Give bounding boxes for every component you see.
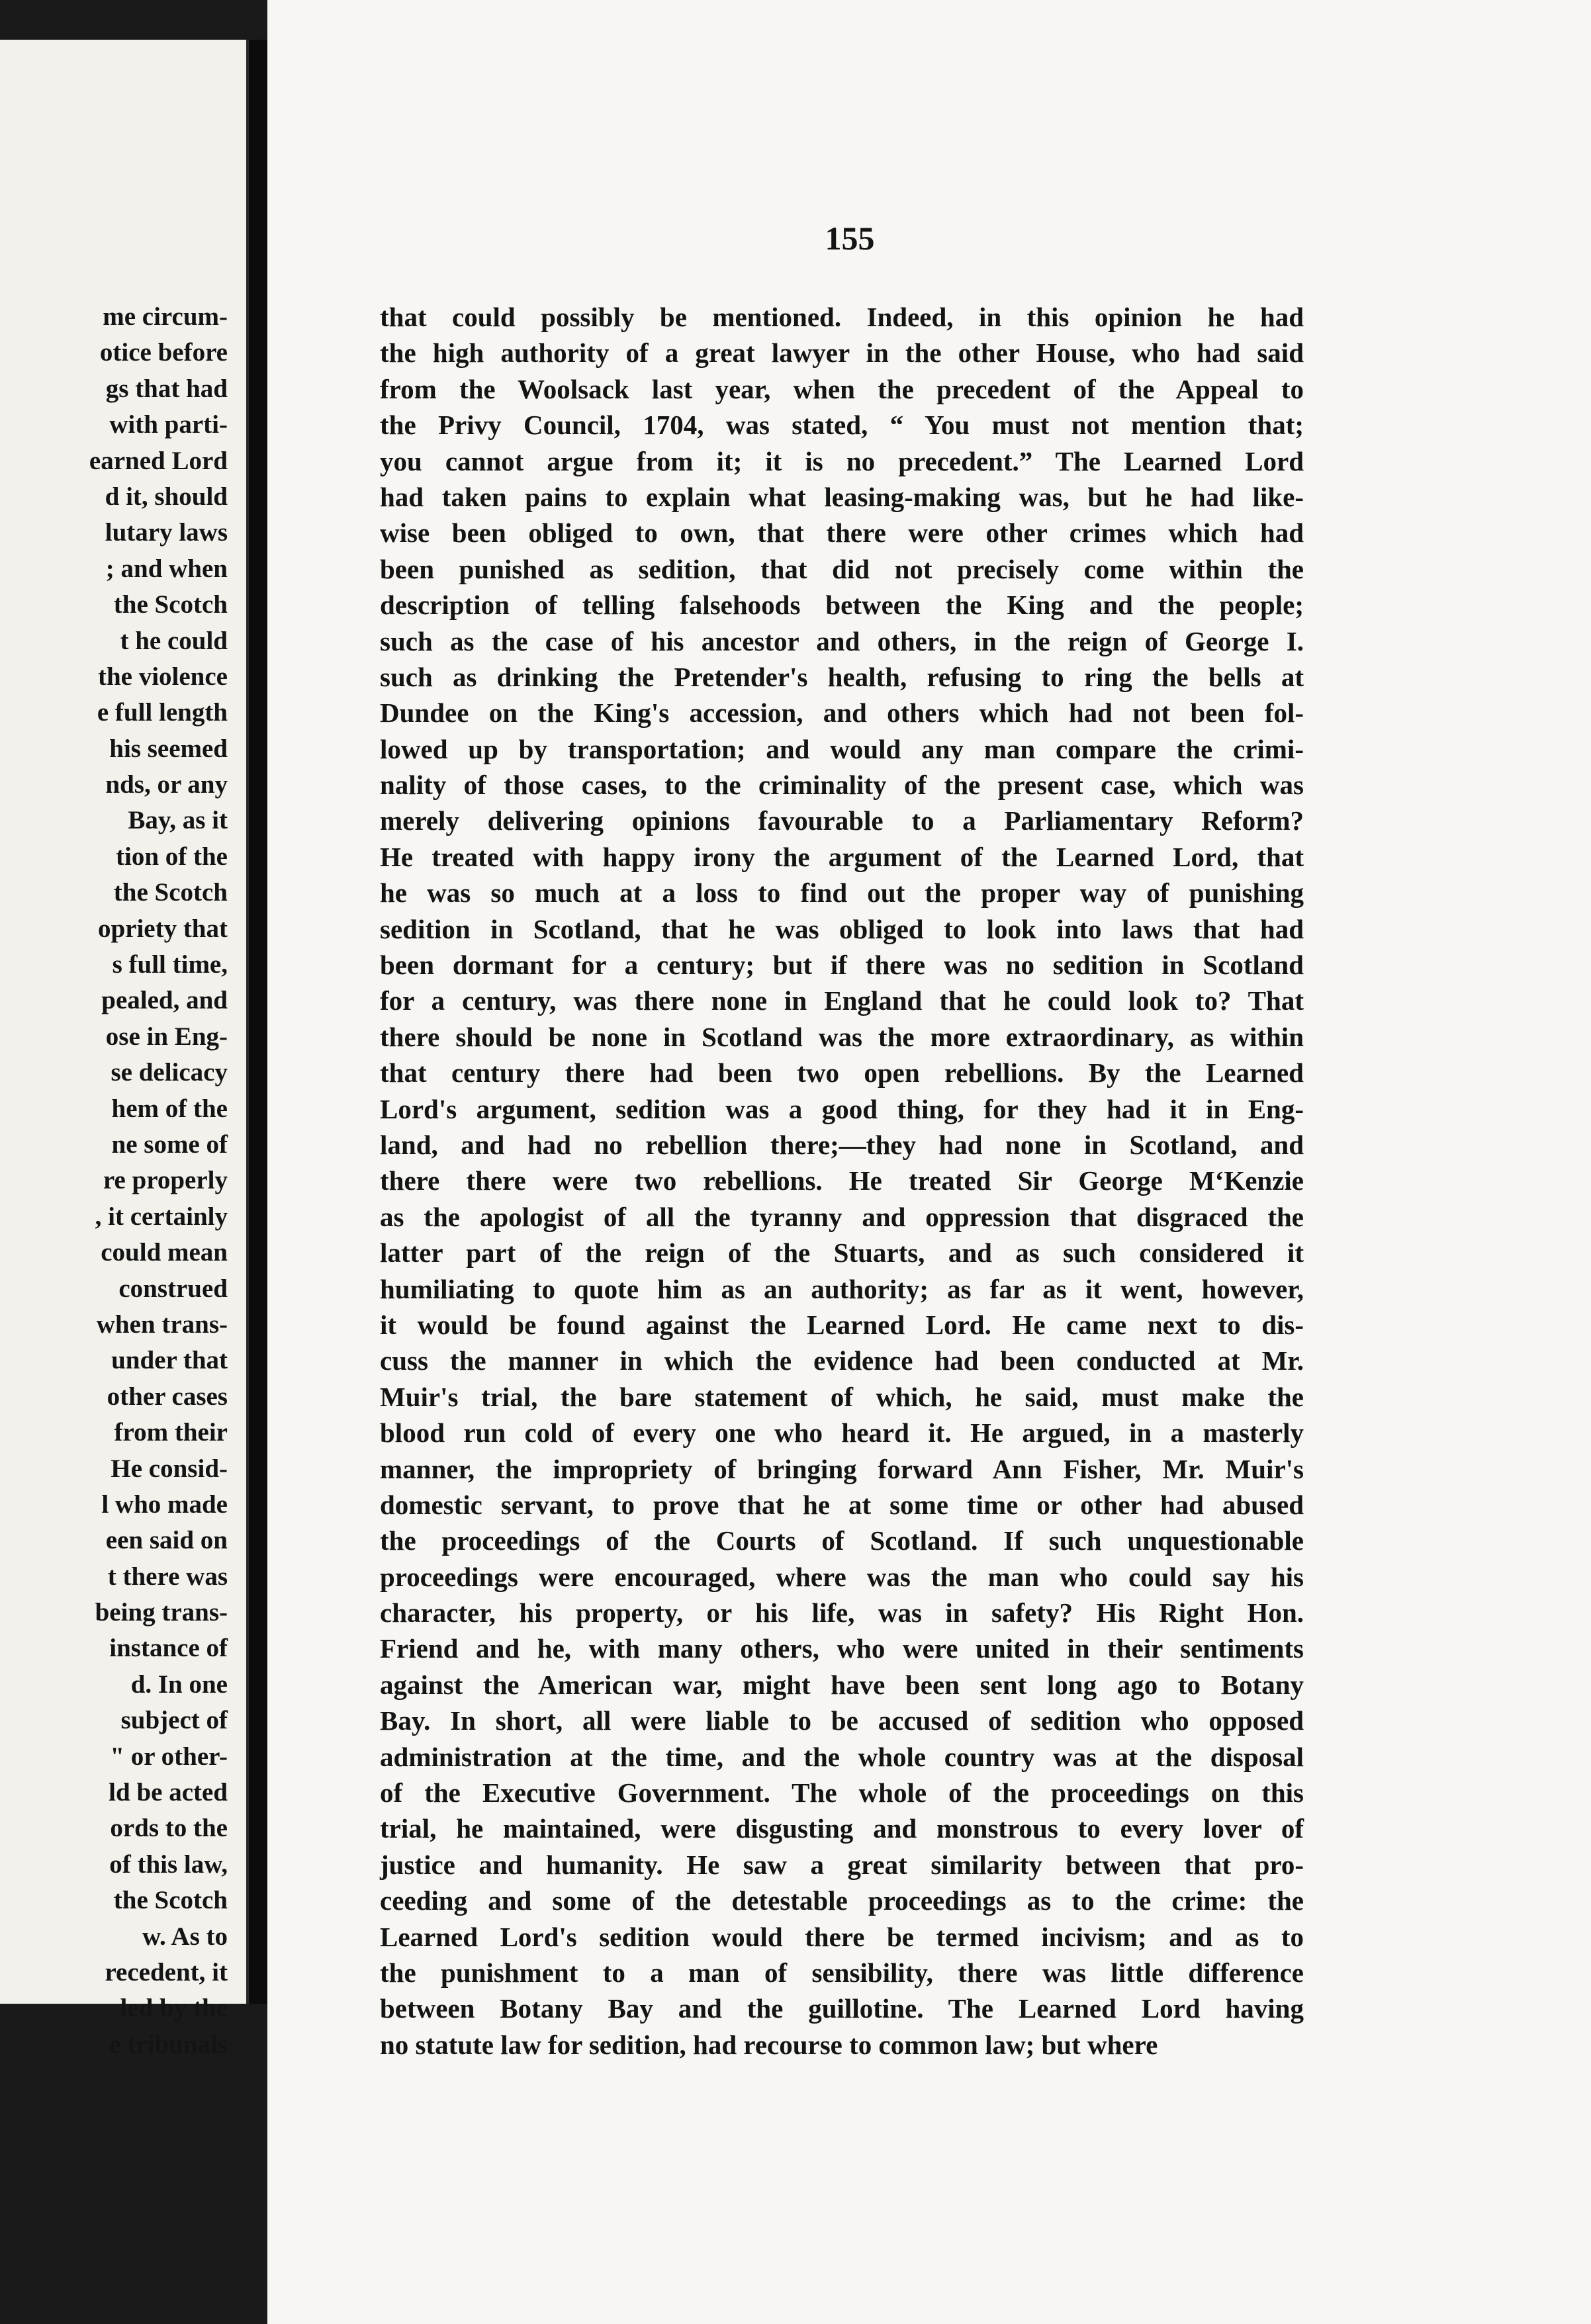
left-page-line: me circum-: [103, 302, 228, 331]
left-page-line: of this law,: [109, 1850, 228, 1879]
body-text: [380, 299, 1304, 2063]
text-line: land, and had no rebellion there;—they had none in Scotland, and: [380, 1129, 1304, 1160]
text-line: such as drinking the Pretender's health, refusing to ring the bells at: [380, 661, 1304, 692]
left-page-line: earned Lord: [89, 446, 228, 475]
text-line: between Botany Bay and the guillotine. The Learned Lord having: [380, 1993, 1304, 2024]
left-page-line: opriety that: [97, 914, 228, 943]
left-page-line: d. In one: [130, 1670, 228, 1699]
text-line: Learned Lord's sedition would there be termed incivism; and as to: [380, 1921, 1304, 1952]
text-line: merely delivering opinions favourable to a Parliamentary Reform?: [380, 805, 1304, 836]
text-line: latter part of the reign of the Stuarts, and as such considered it: [380, 1237, 1304, 1269]
left-page-line: the Scotch: [113, 1886, 228, 1915]
left-page-line: the Scotch: [113, 878, 228, 907]
left-page-line: other cases: [107, 1382, 228, 1411]
text-line: proceedings were encouraged, where was the man who could say his: [380, 1561, 1304, 1592]
left-page-line: d it, should: [105, 482, 228, 511]
text-line: been punished as sedition, that did not precisely come within the: [380, 553, 1304, 584]
text-line: character, his property, or his life, was in safety? His Right Hon.: [380, 1597, 1304, 1629]
left-page-line: Bay, as it: [128, 806, 228, 835]
text-line: no statute law for sedition, had recourse to common law; but where: [380, 2029, 1158, 2060]
text-line: the punishment to a man of sensibility, there was little difference: [380, 1957, 1304, 1988]
left-page-line: ; and when: [105, 554, 228, 583]
text-line: the Privy Council, 1704, was stated, “ You must not mention that;: [380, 410, 1304, 441]
left-page-line: under that: [111, 1346, 228, 1375]
left-page-line: being trans-: [95, 1598, 228, 1627]
text-line: ceeding and some of the detestable proceedings as to the crime: the: [380, 1885, 1304, 1916]
text-line: justice and humanity. He saw a great similarity between that pro-: [380, 1849, 1304, 1880]
left-facing-page: [0, 40, 249, 2059]
left-page-line: recedent, it: [105, 1957, 228, 1987]
left-page-line: could mean: [101, 1238, 228, 1267]
text-line: sedition in Scotland, that he was obliged to look into laws that had: [380, 913, 1304, 944]
text-line: you cannot argue from it; it is no precedent.” The Learned Lord: [380, 445, 1304, 476]
left-page-line: re properly: [103, 1166, 228, 1195]
text-line: humiliating to quote him as an authority; as far as it went, however,: [380, 1273, 1304, 1304]
text-line: as the apologist of all the tyranny and oppression that disgraced the: [380, 1201, 1304, 1232]
left-page-line: the violence: [97, 662, 228, 691]
right-page: [267, 0, 1591, 2324]
left-page-line: hem of the: [111, 1094, 228, 1123]
left-page-line: lutary laws: [105, 518, 228, 547]
left-page-line: otice before: [99, 338, 228, 367]
page-number: 155: [825, 220, 875, 257]
text-line: there should be none in Scotland was the more extraordinary, as within: [380, 1021, 1304, 1052]
text-line: the high authority of a great lawyer in the other House, who had said: [380, 337, 1304, 369]
text-line: Muir's trial, the bare statement of which, he said, must make the: [380, 1381, 1304, 1412]
text-line: He treated with happy irony the argument of the Learned Lord, that: [380, 841, 1304, 872]
left-page-line: s full time,: [112, 950, 228, 979]
left-page-line: l who made: [101, 1490, 228, 1519]
left-page-line: led by the: [120, 1994, 228, 2023]
left-page-line: ose in Eng-: [105, 1022, 228, 1051]
left-page-line: subject of: [120, 1706, 228, 1735]
text-line: Dundee on the King's accession, and others which had not been fol-: [380, 697, 1304, 729]
left-page-line: tion of the: [116, 842, 228, 871]
left-page-line: with parti-: [109, 410, 228, 439]
text-line: domestic servant, to prove that he at some time or other had abused: [380, 1489, 1304, 1520]
left-page-line: gs that had: [105, 374, 228, 403]
text-line: trial, he maintained, were disgusting and monstrous to every lover of: [380, 1813, 1304, 1844]
text-line: that century there had been two open rebellions. By the Learned: [380, 1057, 1304, 1089]
left-page-line: een said on: [105, 1526, 228, 1555]
left-page-line: , it certainly: [95, 1202, 228, 1231]
left-page-line: ne some of: [111, 1130, 228, 1159]
text-line: Bay. In short, all were liable to be accused of sedition who opposed: [380, 1705, 1304, 1736]
left-page-line: instance of: [109, 1634, 228, 1663]
left-page-text: [0, 299, 228, 2063]
text-line: been dormant for a century; but if there was no sedition in Scotland: [380, 950, 1304, 981]
text-line: he was so much at a loss to find out the proper way of punishing: [380, 877, 1304, 909]
book-gutter: [249, 40, 267, 2004]
text-line: Friend and he, with many others, who were united in their sentiments: [380, 1633, 1304, 1664]
left-page-line: from their: [114, 1418, 228, 1447]
left-page-line: " or other-: [110, 1742, 228, 1771]
text-line: from the Woolsack last year, when the precedent of the Appeal to: [380, 373, 1304, 404]
text-line: wise been obliged to own, that there were other crimes which had: [380, 517, 1304, 549]
text-line: manner, the impropriety of bringing forward Ann Fisher, Mr. Muir's: [380, 1453, 1304, 1484]
text-line: against the American war, might have been sent long ago to Botany: [380, 1669, 1304, 1700]
text-line: blood run cold of every one who heard it. He argued, in a masterly: [380, 1417, 1304, 1449]
left-page-line: w. As to: [142, 1922, 228, 1951]
left-page-line: e tribunals: [109, 2030, 228, 2059]
text-line: the proceedings of the Courts of Scotland. If such unquestionable: [380, 1525, 1304, 1556]
text-line: lowed up by transportation; and would any man compare the crimi-: [380, 733, 1304, 764]
text-line: such as the case of his ancestor and others, in the reign of George I.: [380, 625, 1304, 656]
left-page-line: He consid-: [111, 1454, 228, 1483]
text-line: cuss the manner in which the evidence had been conducted at Mr.: [380, 1345, 1304, 1376]
left-page-line: the Scotch: [113, 590, 228, 619]
left-page-line: t he could: [120, 626, 228, 655]
left-page-line: when trans-: [96, 1310, 228, 1339]
left-page-line: ords to the: [110, 1814, 228, 1843]
text-line: description of telling falsehoods between the King and the people;: [380, 590, 1304, 621]
text-line: administration at the time, and the whole country was at the disposal: [380, 1741, 1304, 1772]
left-page-line: se delicacy: [111, 1058, 228, 1087]
left-page-line: pealed, and: [101, 986, 228, 1015]
text-line: had taken pains to explain what leasing-making was, but he had like-: [380, 481, 1304, 512]
left-page-line: nds, or any: [105, 770, 228, 799]
left-page-line: e full length: [97, 698, 228, 727]
text-line: for a century, was there none in England that he could look to? That: [380, 985, 1304, 1016]
text-line: it would be found against the Learned Lord. He came next to dis-: [380, 1309, 1304, 1340]
text-line: that could possibly be mentioned. Indeed, in this opinion he had: [380, 302, 1304, 332]
text-line: of the Executive Government. The whole of the proceedings on this: [380, 1777, 1304, 1809]
left-page-line: t there was: [107, 1562, 228, 1591]
text-line: there there were two rebellions. He treated Sir George M‘Kenzie: [380, 1165, 1304, 1196]
text-line: Lord's argument, sedition was a good thing, for they had it in Eng-: [380, 1093, 1304, 1124]
text-line: nality of those cases, to the criminality of the present case, which was: [380, 770, 1304, 801]
left-page-line: ld be acted: [109, 1778, 228, 1807]
left-page-line: his seemed: [109, 734, 228, 763]
left-page-line: construed: [118, 1274, 228, 1303]
